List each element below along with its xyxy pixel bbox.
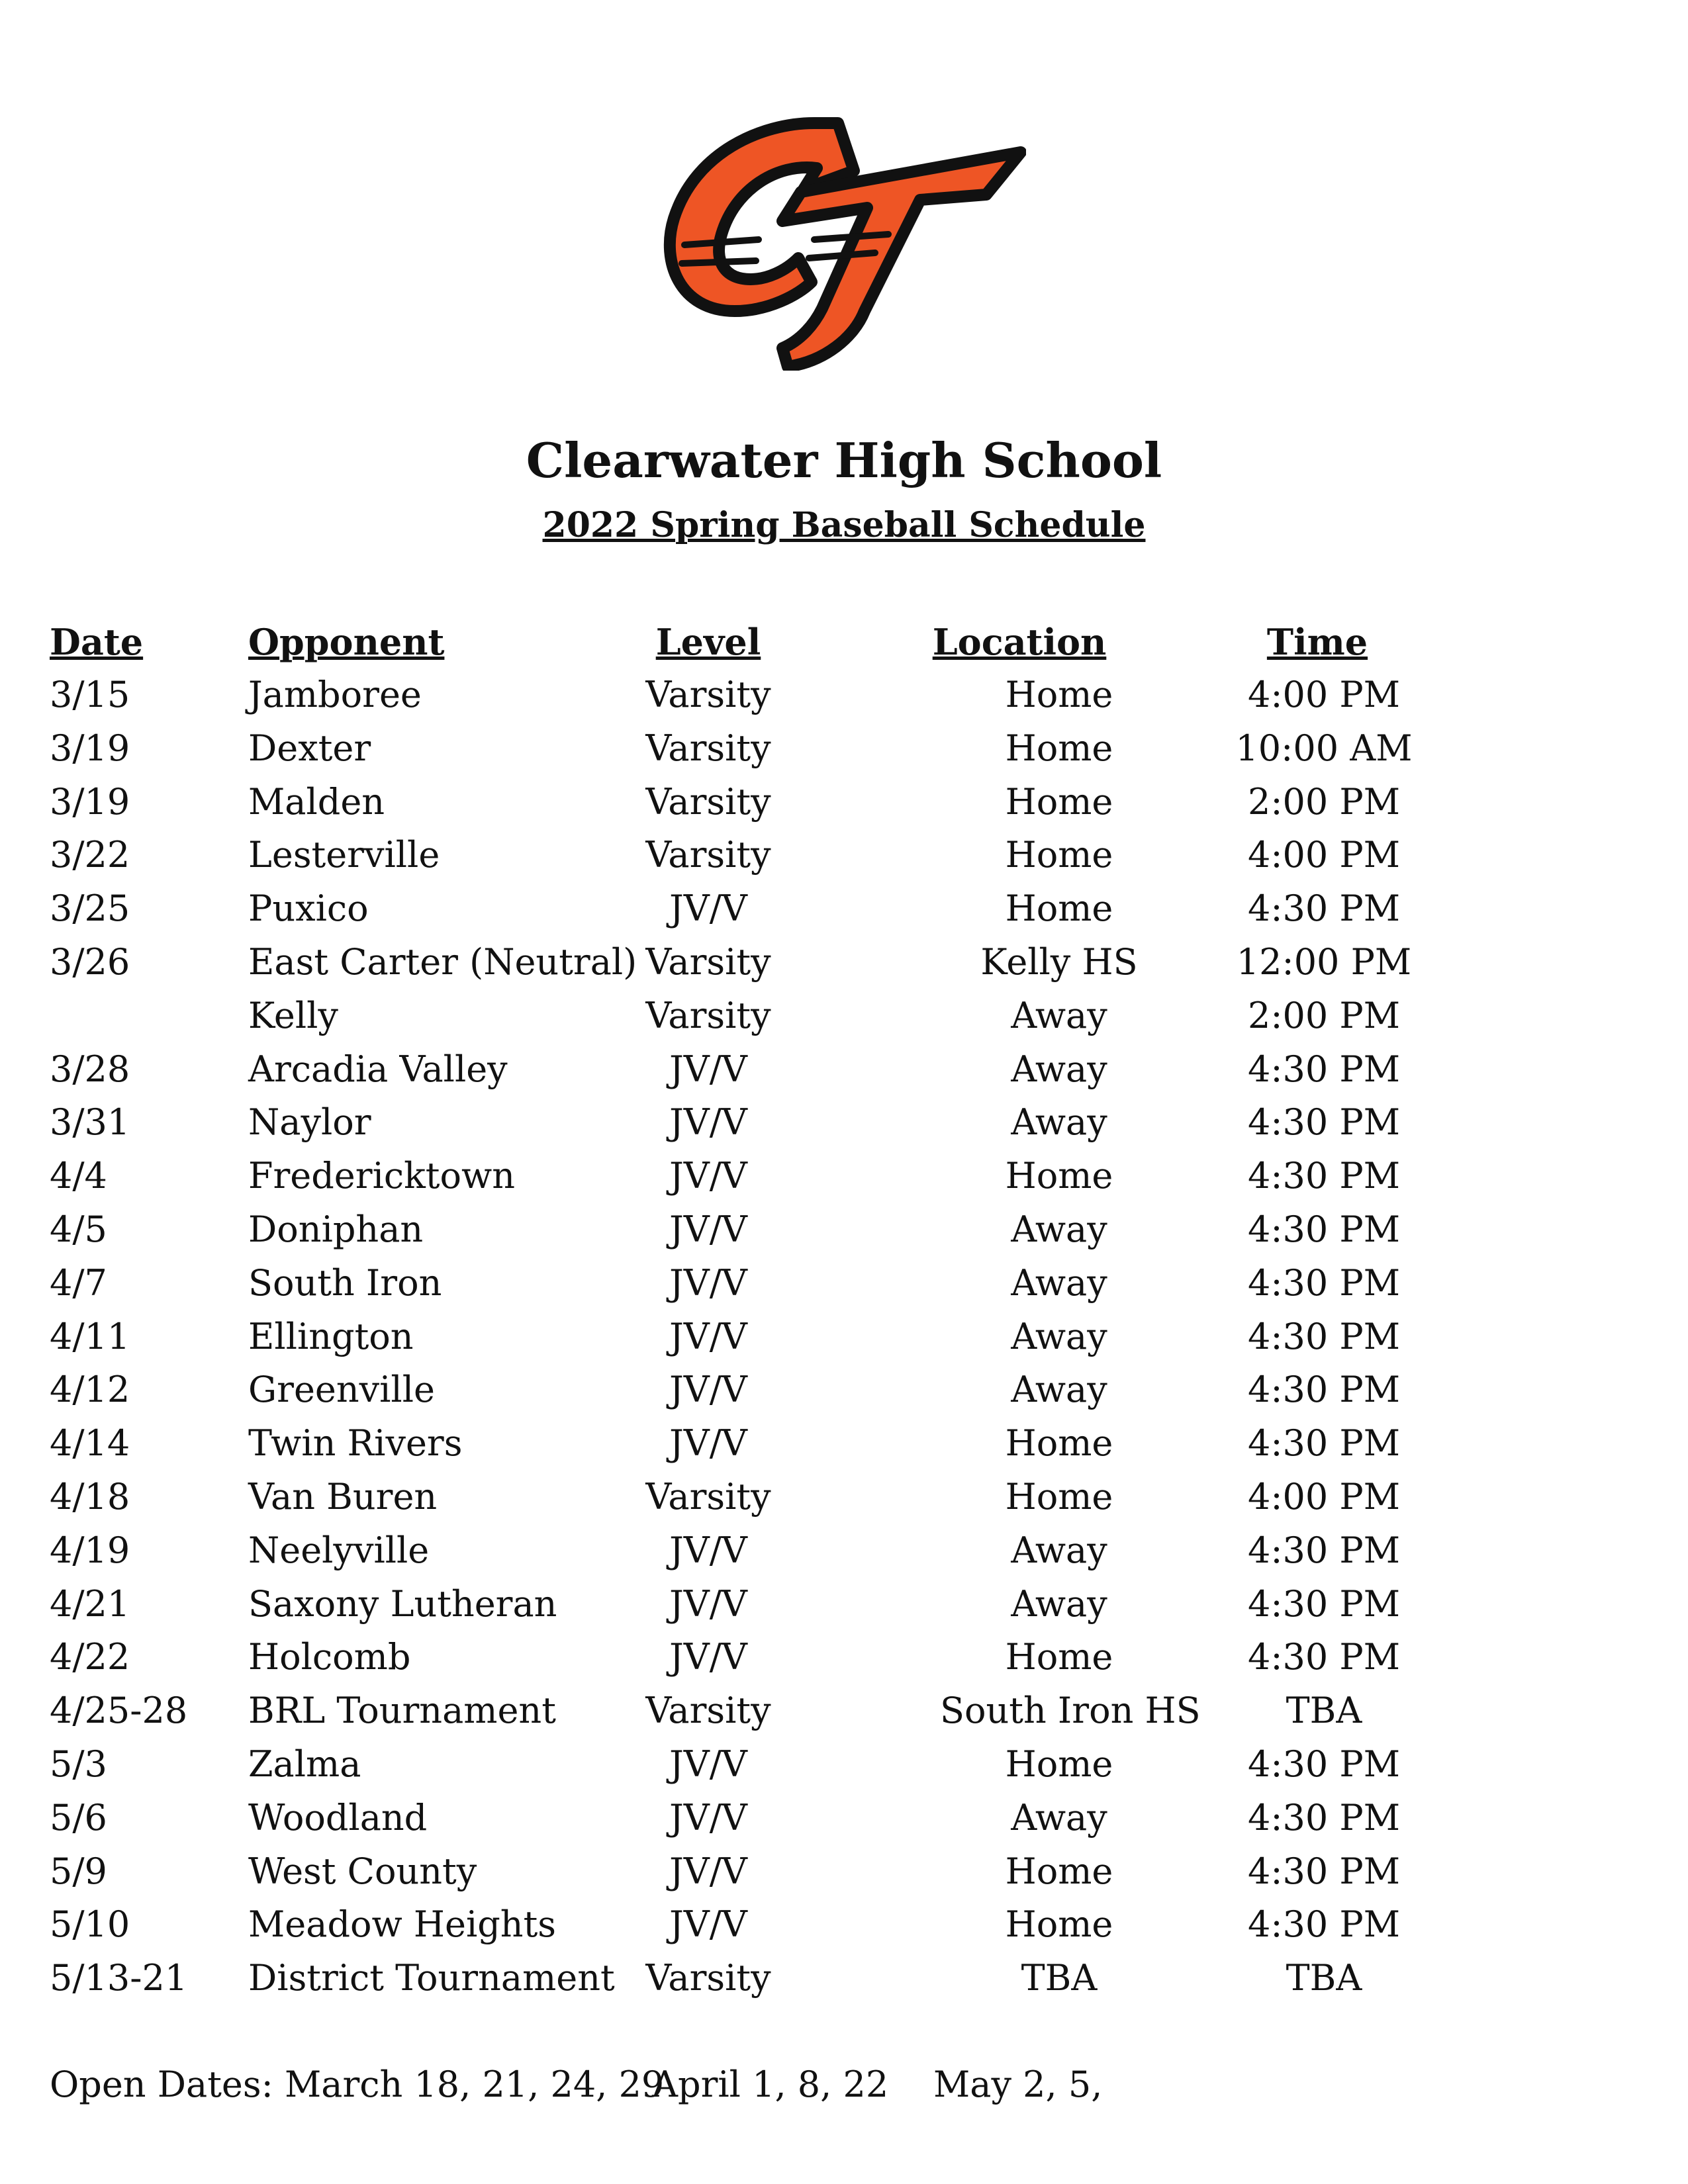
cell-time: 4:00 PM <box>1247 1476 1401 1518</box>
table-row <box>0 1792 1688 1844</box>
table-row <box>0 1738 1688 1791</box>
cell-time: 4:30 PM <box>1247 1529 1401 1571</box>
cell-level: Varsity <box>645 1957 771 1999</box>
cell-level: JV/V <box>669 1261 747 1304</box>
table-row <box>0 1310 1688 1363</box>
cell-location: Away <box>1011 1208 1107 1250</box>
cell-opponent: South Iron <box>248 1261 442 1304</box>
cell-date: 5/6 <box>50 1796 107 1839</box>
cell-location: Home <box>1005 1850 1113 1892</box>
cell-date: 5/9 <box>50 1850 107 1892</box>
cell-date: 5/13-21 <box>50 1957 188 1999</box>
cell-location: Home <box>1005 674 1113 715</box>
cell-level: Varsity <box>645 780 771 823</box>
cell-location: Away <box>1011 994 1107 1036</box>
cell-location: Kelly HS <box>980 941 1138 983</box>
cell-level: JV/V <box>669 1369 747 1411</box>
cell-date: 4/22 <box>50 1636 130 1678</box>
cell-opponent: Meadow Heights <box>248 1903 556 1946</box>
open-dates-april: April 1, 8, 22 <box>652 2064 889 2105</box>
cell-time: 4:30 PM <box>1247 1796 1401 1839</box>
table-row <box>0 882 1688 935</box>
cell-location: Home <box>1005 834 1113 876</box>
cell-opponent: District Tournament <box>248 1957 615 1999</box>
cell-time: 4:30 PM <box>1247 1155 1401 1197</box>
cell-time: 4:00 PM <box>1247 834 1401 876</box>
cell-location: Home <box>1005 1636 1113 1678</box>
cell-opponent: Zalma <box>248 1743 361 1785</box>
cell-time: 10:00 AM <box>1235 727 1413 769</box>
cell-level: JV/V <box>669 1208 747 1250</box>
table-row <box>0 668 1688 721</box>
cell-date: 4/14 <box>50 1422 130 1465</box>
header-location: Location <box>932 621 1107 663</box>
cell-level: JV/V <box>669 1155 747 1197</box>
cell-level: Varsity <box>645 834 771 876</box>
cell-opponent: Naylor <box>248 1101 371 1144</box>
table-row <box>0 776 1688 829</box>
cell-date: 3/25 <box>50 887 130 930</box>
cell-location: TBA <box>1021 1957 1098 1999</box>
cell-date: 5/10 <box>50 1903 130 1946</box>
cell-level: Varsity <box>645 994 771 1036</box>
cell-time: 4:30 PM <box>1247 1636 1401 1678</box>
cell-time: 2:00 PM <box>1247 780 1401 823</box>
cell-time: 4:30 PM <box>1247 1101 1401 1144</box>
cell-location: Away <box>1011 1261 1107 1304</box>
cell-opponent: Arcadia Valley <box>248 1048 508 1090</box>
cell-level: JV/V <box>669 1582 747 1625</box>
table-row <box>0 936 1688 989</box>
cell-opponent: Woodland <box>248 1796 428 1839</box>
cell-date: 4/11 <box>50 1315 130 1357</box>
cell-opponent: Van Buren <box>248 1476 438 1518</box>
cell-opponent: BRL Tournament <box>248 1690 556 1732</box>
cell-level: Varsity <box>645 1476 771 1518</box>
cell-opponent: Fredericktown <box>248 1155 516 1197</box>
cell-level: JV/V <box>669 1422 747 1465</box>
cell-date: 4/7 <box>50 1261 107 1304</box>
table-row <box>0 1203 1688 1256</box>
cell-location: Home <box>1005 727 1113 769</box>
cell-opponent: Lesterville <box>248 834 440 876</box>
cell-opponent: Dexter <box>248 727 371 769</box>
table-row <box>0 1471 1688 1524</box>
cell-date: 4/5 <box>50 1208 107 1250</box>
cell-date: 3/19 <box>50 727 130 769</box>
table-row <box>0 989 1688 1042</box>
cell-date: 3/15 <box>50 674 130 715</box>
cell-date: 4/21 <box>50 1582 130 1625</box>
cell-level: JV/V <box>669 1315 747 1357</box>
header-level: Level <box>655 621 761 663</box>
cell-location: South Iron HS <box>940 1690 1201 1732</box>
header-date: Date <box>50 621 144 663</box>
cell-date: 3/28 <box>50 1048 130 1090</box>
cell-date: 4/19 <box>50 1529 130 1571</box>
cell-opponent: Saxony Lutheran <box>248 1582 557 1625</box>
cell-location: Home <box>1005 1422 1113 1465</box>
table-row <box>0 1578 1688 1631</box>
table-row <box>0 1684 1688 1737</box>
cell-opponent: East Carter (Neutral) <box>248 941 637 983</box>
cell-date: 4/18 <box>50 1476 130 1518</box>
table-row <box>0 722 1688 775</box>
cell-time: 4:30 PM <box>1247 1850 1401 1892</box>
open-dates-may: May 2, 5, <box>933 2064 1103 2105</box>
table-row <box>0 1417 1688 1470</box>
cell-level: JV/V <box>669 1048 747 1090</box>
table-row <box>0 829 1688 882</box>
cell-date: 3/26 <box>50 941 130 983</box>
cell-opponent: West County <box>248 1850 477 1892</box>
cell-time: 4:30 PM <box>1247 1369 1401 1411</box>
cell-time: TBA <box>1286 1957 1362 1999</box>
cell-location: Away <box>1011 1048 1107 1090</box>
cell-opponent: Holcomb <box>248 1636 411 1678</box>
cell-level: Varsity <box>645 727 771 769</box>
table-row <box>0 1363 1688 1416</box>
table-row <box>0 1096 1688 1149</box>
cell-time: 4:30 PM <box>1247 1208 1401 1250</box>
cell-opponent: Puxico <box>248 887 369 930</box>
cell-level: Varsity <box>645 674 771 715</box>
cell-level: JV/V <box>669 1529 747 1571</box>
cell-time: 4:30 PM <box>1247 1048 1401 1090</box>
cell-date: 4/12 <box>50 1369 130 1411</box>
table-header <box>0 615 1688 668</box>
cell-time: 4:00 PM <box>1247 674 1401 715</box>
table-row <box>0 1952 1688 2005</box>
cell-date: 3/19 <box>50 780 130 823</box>
cell-location: Away <box>1011 1369 1107 1411</box>
cell-opponent: Twin Rivers <box>248 1422 463 1465</box>
open-dates-march: Open Dates: March 18, 21, 24, 29 <box>50 2064 665 2105</box>
cell-level: JV/V <box>669 1796 747 1839</box>
cell-time: 4:30 PM <box>1247 887 1401 930</box>
cell-level: JV/V <box>669 1850 747 1892</box>
table-row <box>0 1898 1688 1951</box>
cell-time: 4:30 PM <box>1247 1261 1401 1304</box>
schedule-title: 2022 Spring Baseball Schedule <box>542 505 1146 545</box>
ct-logo <box>655 113 1026 371</box>
cell-opponent: Jamboree <box>248 674 422 715</box>
cell-level: JV/V <box>669 1743 747 1785</box>
cell-location: Home <box>1005 1903 1113 1946</box>
cell-time: 12:00 PM <box>1236 941 1412 983</box>
cell-time: 4:30 PM <box>1247 1582 1401 1625</box>
table-row <box>0 1257 1688 1310</box>
table-row <box>0 1845 1688 1898</box>
cell-level: Varsity <box>645 941 771 983</box>
table-row <box>0 1524 1688 1577</box>
cell-date: 3/31 <box>50 1101 130 1144</box>
cell-date: 5/3 <box>50 1743 107 1785</box>
cell-location: Home <box>1005 1155 1113 1197</box>
cell-date: 4/4 <box>50 1155 107 1197</box>
cell-time: 2:00 PM <box>1247 994 1401 1036</box>
cell-location: Home <box>1005 780 1113 823</box>
cell-time: TBA <box>1286 1690 1362 1732</box>
cell-opponent: Greenville <box>248 1369 435 1411</box>
table-row <box>0 1631 1688 1684</box>
cell-location: Home <box>1005 1476 1113 1518</box>
cell-location: Away <box>1011 1529 1107 1571</box>
cell-time: 4:30 PM <box>1247 1903 1401 1946</box>
cell-level: JV/V <box>669 1101 747 1144</box>
cell-location: Away <box>1011 1796 1107 1839</box>
cell-opponent: Malden <box>248 780 385 823</box>
cell-opponent: Doniphan <box>248 1208 424 1250</box>
cell-opponent: Kelly <box>248 994 338 1036</box>
cell-time: 4:30 PM <box>1247 1743 1401 1785</box>
cell-location: Home <box>1005 887 1113 930</box>
table-row <box>0 1150 1688 1203</box>
cell-time: 4:30 PM <box>1247 1422 1401 1465</box>
cell-opponent: Neelyville <box>248 1529 430 1571</box>
cell-location: Away <box>1011 1101 1107 1144</box>
cell-level: Varsity <box>645 1690 771 1732</box>
cell-date: 4/25-28 <box>50 1690 188 1732</box>
cell-location: Away <box>1011 1315 1107 1357</box>
header-time: Time <box>1266 621 1368 663</box>
school-title: Clearwater High School <box>526 432 1162 488</box>
cell-time: 4:30 PM <box>1247 1315 1401 1357</box>
cell-opponent: Ellington <box>248 1315 414 1357</box>
cell-level: JV/V <box>669 887 747 930</box>
cell-date: 3/22 <box>50 834 130 876</box>
cell-level: JV/V <box>669 1636 747 1678</box>
table-row <box>0 1043 1688 1096</box>
cell-location: Home <box>1005 1743 1113 1785</box>
header-opponent: Opponent <box>248 621 445 663</box>
cell-location: Away <box>1011 1582 1107 1625</box>
cell-level: JV/V <box>669 1903 747 1946</box>
